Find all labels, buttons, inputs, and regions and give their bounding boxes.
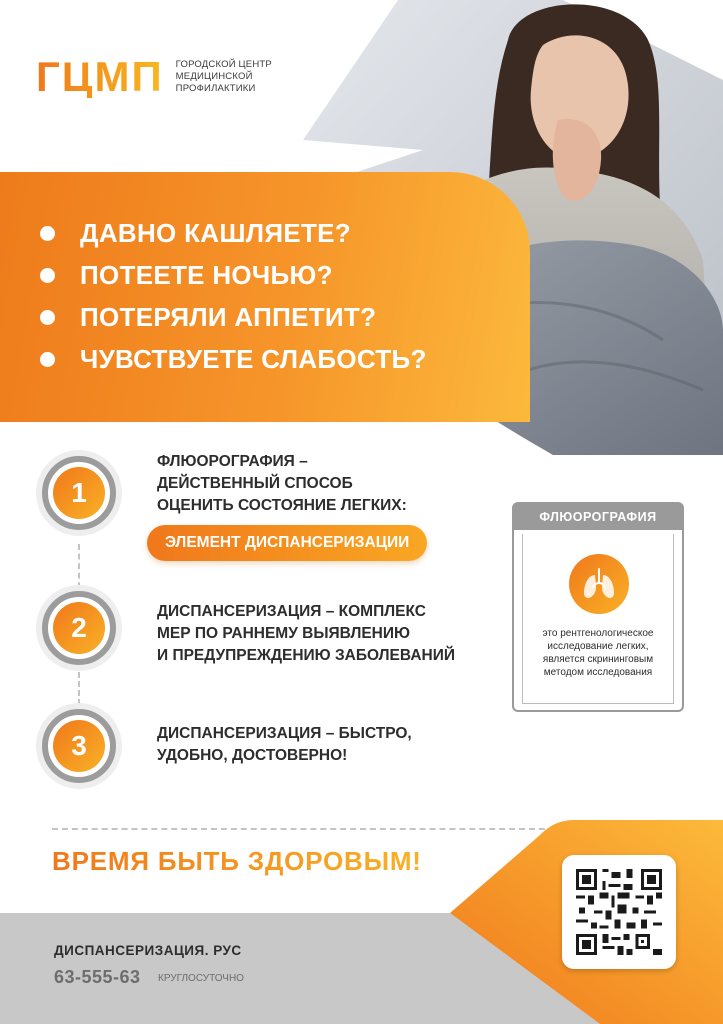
- lungs-icon: [569, 554, 629, 614]
- card-desc-line: методом исследования: [543, 667, 653, 678]
- symptom-text: ПОТЕРЯЛИ АППЕТИТ?: [80, 301, 377, 332]
- symptom-text: ПОТЕЕТЕ НОЧЬЮ?: [80, 259, 333, 290]
- step-line: И ПРЕДУПРЕЖДЕНИЮ ЗАБОЛЕВАНИЙ: [157, 647, 455, 664]
- logo-line: ГОРОДСКОЙ ЦЕНТР: [175, 59, 272, 70]
- card-desc-line: исследование легких,: [547, 641, 649, 652]
- card-desc-line: это рентгенологическое: [542, 628, 654, 639]
- bullet-icon: [40, 226, 55, 241]
- step-text: [157, 601, 455, 667]
- logo-line: МЕДИЦИНСКОЙ: [175, 71, 253, 82]
- step-text: [157, 723, 412, 767]
- step-ring: [42, 456, 116, 530]
- qr-code-icon: [576, 869, 662, 955]
- symptom-item: [40, 212, 427, 254]
- step-number-badge: [36, 703, 122, 789]
- fluorography-card: [512, 502, 684, 712]
- symptom-text: ЧУВСТВУЕТЕ СЛАБОСТЬ?: [80, 343, 427, 374]
- bullet-icon: [40, 352, 55, 367]
- symptom-text: ДАВНО КАШЛЯЕТЕ?: [80, 217, 351, 248]
- logo-mark: ГЦМП: [36, 53, 164, 100]
- step-text: [157, 451, 407, 517]
- symptom-item: [40, 296, 427, 338]
- symptom-item: [40, 254, 427, 296]
- step-line: ФЛЮОРОГРАФИЯ –: [157, 453, 308, 470]
- step-number: 3: [53, 720, 105, 772]
- card-description: [524, 627, 672, 679]
- step-number: 1: [53, 467, 105, 519]
- footer-hours: КРУГЛОСУТОЧНО: [158, 973, 244, 984]
- step-number: 2: [53, 602, 105, 654]
- card-title: ФЛЮОРОГРАФИЯ: [514, 504, 682, 530]
- step-line: УДОБНО, ДОСТОВЕРНО!: [157, 747, 348, 764]
- dispensarization-tag: ЭЛЕМЕНТ ДИСПАНСЕРИЗАЦИИ: [147, 525, 427, 561]
- footer-website[interactable]: ДИСПАНСЕРИЗАЦИЯ. РУС: [54, 943, 242, 958]
- bullet-icon: [40, 268, 55, 283]
- step-line: МЕР ПО РАННЕМУ ВЫЯВЛЕНИЮ: [157, 625, 411, 642]
- bullet-icon: [40, 310, 55, 325]
- step-ring: [42, 591, 116, 665]
- step-number-badge: [36, 585, 122, 671]
- logo-line: ПРОФИЛАКТИКИ: [175, 83, 256, 94]
- symptoms-list: [40, 212, 427, 380]
- slogan: ВРЕМЯ БЫТЬ ЗДОРОВЫМ!: [52, 846, 422, 876]
- qr-code[interactable]: [562, 855, 676, 969]
- step-line: ДИСПАНСЕРИЗАЦИЯ – КОМПЛЕКС: [157, 603, 426, 620]
- step-line: ОЦЕНИТЬ СОСТОЯНИЕ ЛЕГКИХ:: [157, 497, 407, 514]
- step-number-badge: [36, 450, 122, 536]
- lungs-glyph: [581, 567, 617, 601]
- step-line: ДИСПАНСЕРИЗАЦИЯ – БЫСТРО,: [157, 725, 412, 742]
- step-ring: [42, 709, 116, 783]
- step-line: ДЕЙСТВЕННЫЙ СПОСОБ: [157, 475, 353, 492]
- footer-phone[interactable]: 63-555-63: [54, 967, 141, 987]
- symptoms-banner: [0, 172, 530, 422]
- logo-text: [176, 59, 272, 95]
- symptom-item: [40, 338, 427, 380]
- logo: [36, 53, 272, 100]
- card-desc-line: является скрининговым: [542, 654, 654, 665]
